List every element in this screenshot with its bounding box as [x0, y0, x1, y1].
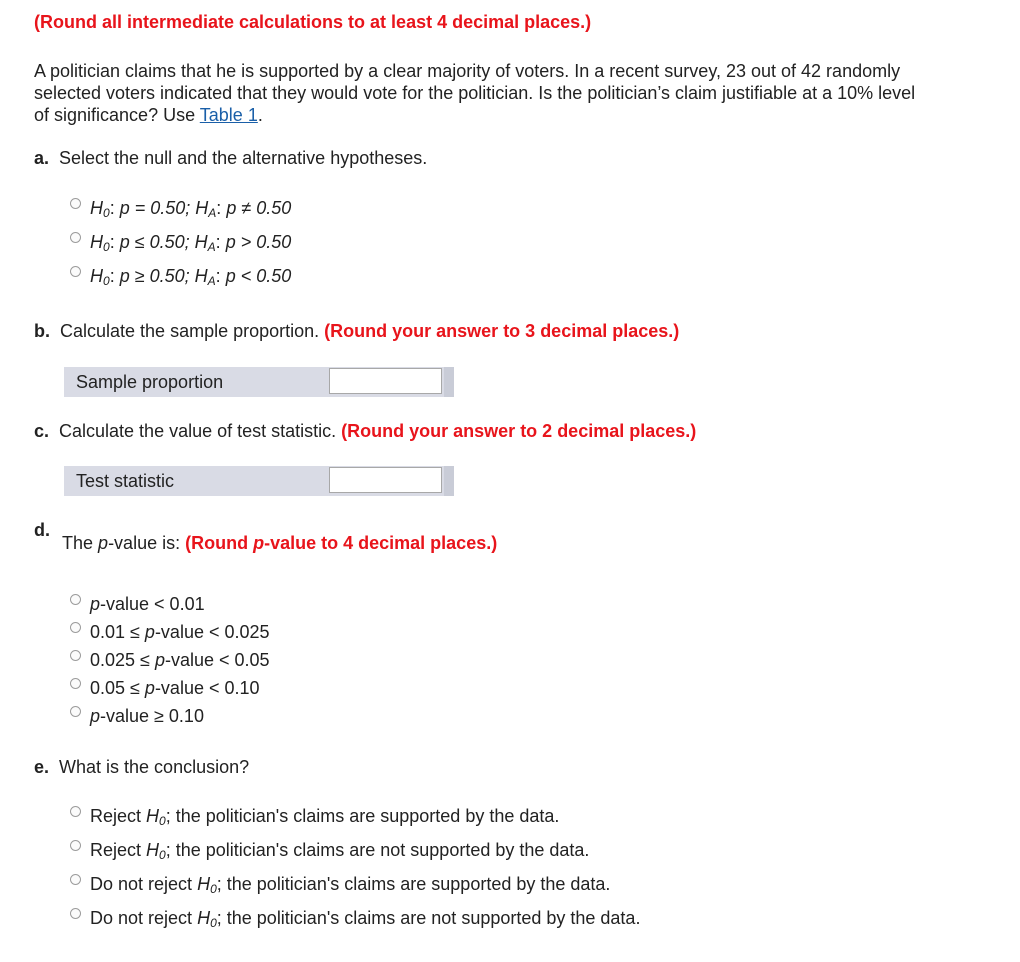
test-statistic-input[interactable]: [329, 467, 442, 493]
test-statistic-row: [64, 466, 454, 496]
radio-button[interactable]: [70, 806, 81, 817]
question-b: [34, 321, 679, 342]
radio-button[interactable]: [70, 622, 81, 633]
question-e: [34, 757, 249, 778]
question-b-round: (Round your answer to 3 decimal places.): [324, 321, 680, 341]
h0-text: p ≤ 0.50;: [119, 231, 190, 252]
question-c-label: c.: [34, 421, 50, 441]
question-c-round: (Round your answer to 2 decimal places.): [341, 421, 697, 441]
question-b-text: Calculate the sample proportion.: [60, 321, 320, 341]
sample-proportion-label: Sample proportion: [76, 372, 224, 392]
question-d-round-p: p: [253, 533, 265, 553]
radio-button[interactable]: [70, 232, 81, 243]
pvalue-option-1[interactable]: p-value < 0.01: [70, 591, 205, 617]
radio-button[interactable]: [70, 874, 81, 885]
hypothesis-option-3[interactable]: $H_0$: p ≥ 0.50; $H_A$: p < 0.50: [70, 263, 291, 289]
problem-text: A politician claims that he is supported by a clear majority of voters. In a recent survey, 23 out of 42 randomly selected voters indicated that they would vote for the politician. Is the politician’s claim justifiable at a 10% level of significance? Use: [34, 61, 916, 125]
table-1-link[interactable]: Table 1: [199, 105, 258, 125]
question-d-label: d.: [34, 520, 50, 540]
h0-text: p = 0.50;: [119, 197, 191, 218]
radio-button[interactable]: [70, 678, 81, 689]
conclusion-option-1[interactable]: Reject $H_0$; the politician's claims are supported by the data.: [70, 803, 559, 829]
question-d-round-post: -value to 4 decimal places.): [264, 533, 498, 553]
row-edge: [444, 367, 454, 397]
test-statistic-label: Test statistic: [76, 471, 175, 491]
question-a-text: Select the null and the alternative hypotheses.: [59, 148, 428, 168]
question-d-post: -value is:: [108, 533, 181, 553]
question-e-label: e.: [34, 757, 50, 777]
question-d-round-pre: (Round: [185, 533, 249, 553]
radio-button[interactable]: [70, 594, 81, 605]
radio-button[interactable]: [70, 266, 81, 277]
question-b-label: b.: [34, 321, 50, 341]
ha-text: p > 0.50: [225, 231, 292, 252]
row-edge: [444, 466, 454, 496]
question-e-text: What is the conclusion?: [59, 757, 250, 777]
rounding-instruction: (Round all intermediate calculations to at least 4 decimal places.): [34, 12, 592, 32]
sample-proportion-input[interactable]: [329, 368, 442, 394]
question-d-pre: The: [62, 533, 94, 553]
hypothesis-option-1[interactable]: $H_0$: p = 0.50; $H_A$: p ≠ 0.50: [70, 195, 291, 221]
radio-button[interactable]: [70, 706, 81, 717]
h0-text: p ≥ 0.50;: [119, 265, 190, 286]
problem-end: .: [257, 105, 263, 125]
pvalue-option-2[interactable]: 0.01 ≤ p-value < 0.025: [70, 619, 270, 645]
conclusion-option-2[interactable]: Reject $H_0$; the politician's claims are not supported by the data.: [70, 837, 589, 863]
conclusion-option-3[interactable]: Do not reject $H_0$; the politician's claims are supported by the data.: [70, 871, 610, 897]
question-a-label: a.: [34, 148, 50, 168]
conclusion-option-4[interactable]: Do not reject $H_0$; the politician's claims are not supported by the data.: [70, 905, 640, 931]
question-d: [62, 533, 497, 554]
radio-button[interactable]: [70, 198, 81, 209]
question-c: [34, 421, 696, 442]
ha-text: p < 0.50: [225, 265, 292, 286]
pvalue-option-5[interactable]: p-value ≥ 0.10: [70, 703, 204, 729]
hypothesis-option-2[interactable]: $H_0$: p ≤ 0.50; $H_A$: p > 0.50: [70, 229, 291, 255]
radio-button[interactable]: [70, 908, 81, 919]
question-a: [34, 148, 427, 169]
pvalue-option-4[interactable]: 0.05 ≤ p-value < 0.10: [70, 675, 260, 701]
pvalue-option-3[interactable]: 0.025 ≤ p-value < 0.05: [70, 647, 270, 673]
problem-statement: [34, 60, 934, 126]
ha-text: p ≠ 0.50: [226, 197, 292, 218]
question-c-text: Calculate the value of test statistic.: [59, 421, 337, 441]
radio-button[interactable]: [70, 650, 81, 661]
sample-proportion-row: [64, 367, 454, 397]
radio-button[interactable]: [70, 840, 81, 851]
question-d-p: p: [98, 533, 109, 553]
